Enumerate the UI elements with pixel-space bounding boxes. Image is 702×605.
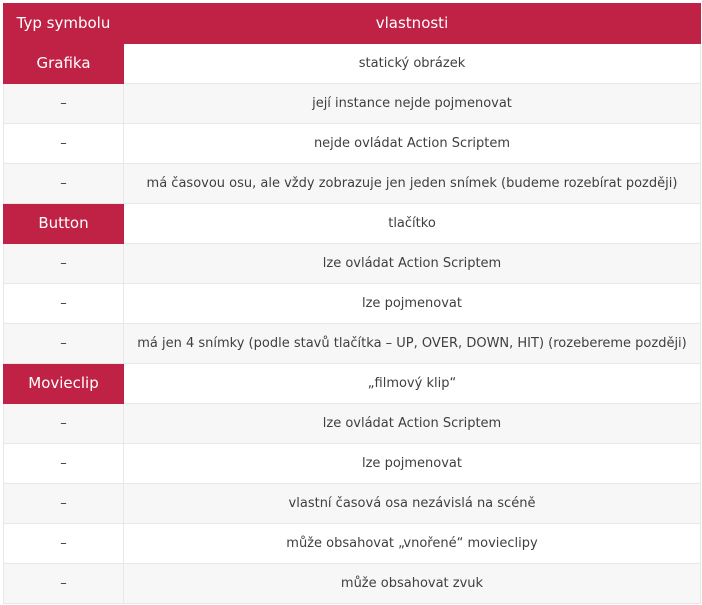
property-cell: tlačítko [124,204,701,244]
table-row [4,164,701,204]
symbol-type-cell: – [4,124,124,164]
table-row [4,444,701,484]
symbol-type-cell: Movieclip [4,364,124,404]
symbol-type-cell: – [4,564,124,604]
column-header-typ-symbolu: Typ symbolu [4,4,124,44]
symbol-type-cell: – [4,244,124,284]
property-cell: má jen 4 snímky (podle stavů tlačítka – UP, OVER, DOWN, HIT) (rozebereme později) [124,324,701,364]
symbol-type-cell: Button [4,204,124,244]
table-row [4,364,701,404]
property-cell: „filmový klip“ [124,364,701,404]
symbol-type-cell: – [4,324,124,364]
symbol-type-cell: – [4,524,124,564]
property-cell: může obsahovat zvuk [124,564,701,604]
symbol-type-cell: – [4,484,124,524]
property-cell: její instance nejde pojmenovat [124,84,701,124]
property-cell: vlastní časová osa nezávislá na scéně [124,484,701,524]
property-cell: lze ovládat Action Scriptem [124,404,701,444]
property-cell: může obsahovat „vnořené“ movieclipy [124,524,701,564]
symbol-type-cell: – [4,84,124,124]
table-row [4,204,701,244]
symbol-type-cell: – [4,444,124,484]
property-cell: lze pojmenovat [124,284,701,324]
property-cell: lze ovládat Action Scriptem [124,244,701,284]
column-header-vlastnosti: vlastnosti [124,4,701,44]
table-row [4,244,701,284]
property-cell: nejde ovládat Action Scriptem [124,124,701,164]
symbol-type-cell: – [4,284,124,324]
table-row [4,44,701,84]
property-cell: lze pojmenovat [124,444,701,484]
table-header-row [4,4,701,44]
table-row [4,484,701,524]
table-row [4,284,701,324]
symbol-type-cell: Grafika [4,44,124,84]
symbol-type-cell: – [4,164,124,204]
symbol-type-cell: – [4,404,124,444]
table-row [4,404,701,444]
table-row [4,84,701,124]
table-row [4,564,701,604]
table-row [4,524,701,564]
table-row [4,124,701,164]
property-cell: statický obrázek [124,44,701,84]
symbol-properties-table [3,3,701,604]
table-row [4,324,701,364]
property-cell: má časovou osu, ale vždy zobrazuje jen jeden snímek (budeme rozebírat později) [124,164,701,204]
